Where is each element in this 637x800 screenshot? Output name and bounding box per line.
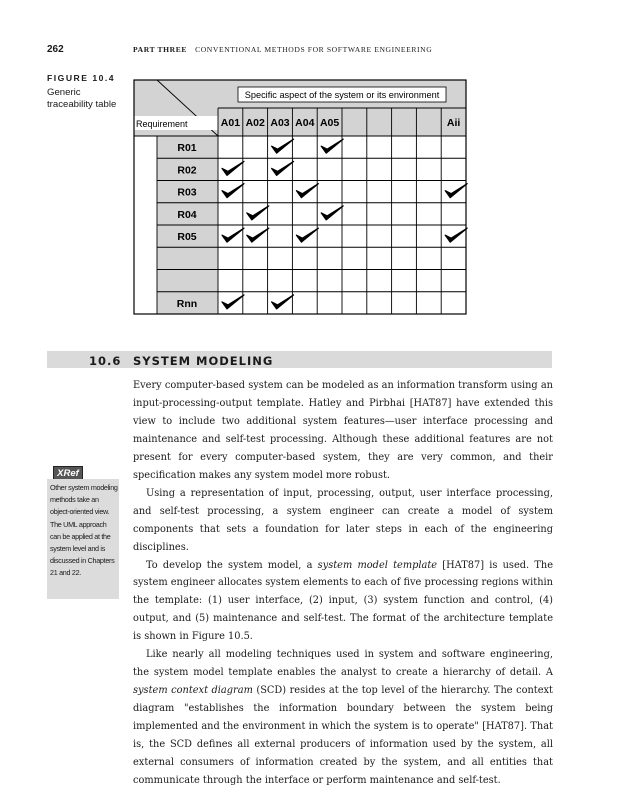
column-header: A02: [245, 117, 265, 129]
text-span: Like nearly all modeling techniques used in system and software engineering, the system model template enables the analyst to create a hierarchy of detail. A: [133, 649, 553, 679]
row-header: R03: [177, 186, 197, 199]
page-number: 262: [47, 44, 64, 55]
column-header: A01: [220, 117, 241, 129]
paragraph: [133, 646, 553, 790]
column-header: A04: [295, 117, 315, 129]
column-header: A03: [270, 117, 290, 129]
row-header: R01: [177, 142, 197, 155]
term: system context diagram: [133, 685, 253, 697]
text-span: [HAT87] is used. The system engineer allocates system elements to each of five processing regions within the template: (1) user interface, (2) input, (3) system function and control, (4) output, and (5) maintenance and self-test. The format of the architecture template is shown in Figure 10.5.: [133, 559, 553, 643]
row-header: R04: [177, 208, 197, 221]
term: system model template: [317, 559, 438, 571]
section-title: SYSTEM MODELING: [133, 354, 274, 368]
column-header: Aii: [446, 117, 461, 129]
figure-label: FIGURE 10.4: [47, 73, 116, 83]
section-number: 10.6: [89, 354, 122, 368]
xref-badge: XRef: [53, 466, 83, 482]
row-header: Rnn: [176, 297, 198, 310]
body-text: [133, 377, 553, 790]
corner-label: Requirement: [136, 119, 188, 129]
row-header: R02: [177, 164, 197, 177]
row-header: R05: [177, 231, 197, 244]
text-span: (SCD) resides at the top level of the hierarchy. The context diagram "establishes the information boundary between the system being implemented and the environment in which the system is to operate" [HAT87]. That is, the SCD defines all external producers of information used by the system, all external consumers of information created by the system, and all entities that communicate through the interface or perform maintenance and self-test.: [133, 685, 553, 786]
xref-note: Other system modeling methods take an object-oriented view. The UML approach can be applied at the system level and is discussed in Chapters 21 and 22.: [50, 483, 118, 578]
paragraph: [133, 557, 553, 647]
paragraph: Using a representation of input, processing, output, user interface processing, and self-test processing, a system engineer can create a model of system components that sets a foundation for later steps in each of the engineering disciplines.: [133, 487, 553, 553]
traceability-table: [0, 0, 637, 340]
part-label: PART THREE: [133, 45, 188, 54]
figure-caption: Generic traceability table: [47, 87, 117, 110]
section-bar: [47, 351, 552, 368]
text-span: To develop the system model, a: [146, 559, 318, 571]
column-header: A05: [319, 117, 340, 129]
part-title: CONVENTIONAL METHODS FOR SOFTWARE ENGINEERING: [195, 45, 433, 54]
header-caption: Specific aspect of the system or its environment: [244, 90, 440, 100]
paragraph: Every computer-based system can be modeled as an information transform using an input-processing-output template. Hatley and Pirbhai [HAT87] have extended this view to include two additional system features—user interface processing and maintenance and self-test processing. Although these additional features are not present for every computer-based system, they are very common, and their specification makes any system model more robust.: [133, 380, 553, 481]
